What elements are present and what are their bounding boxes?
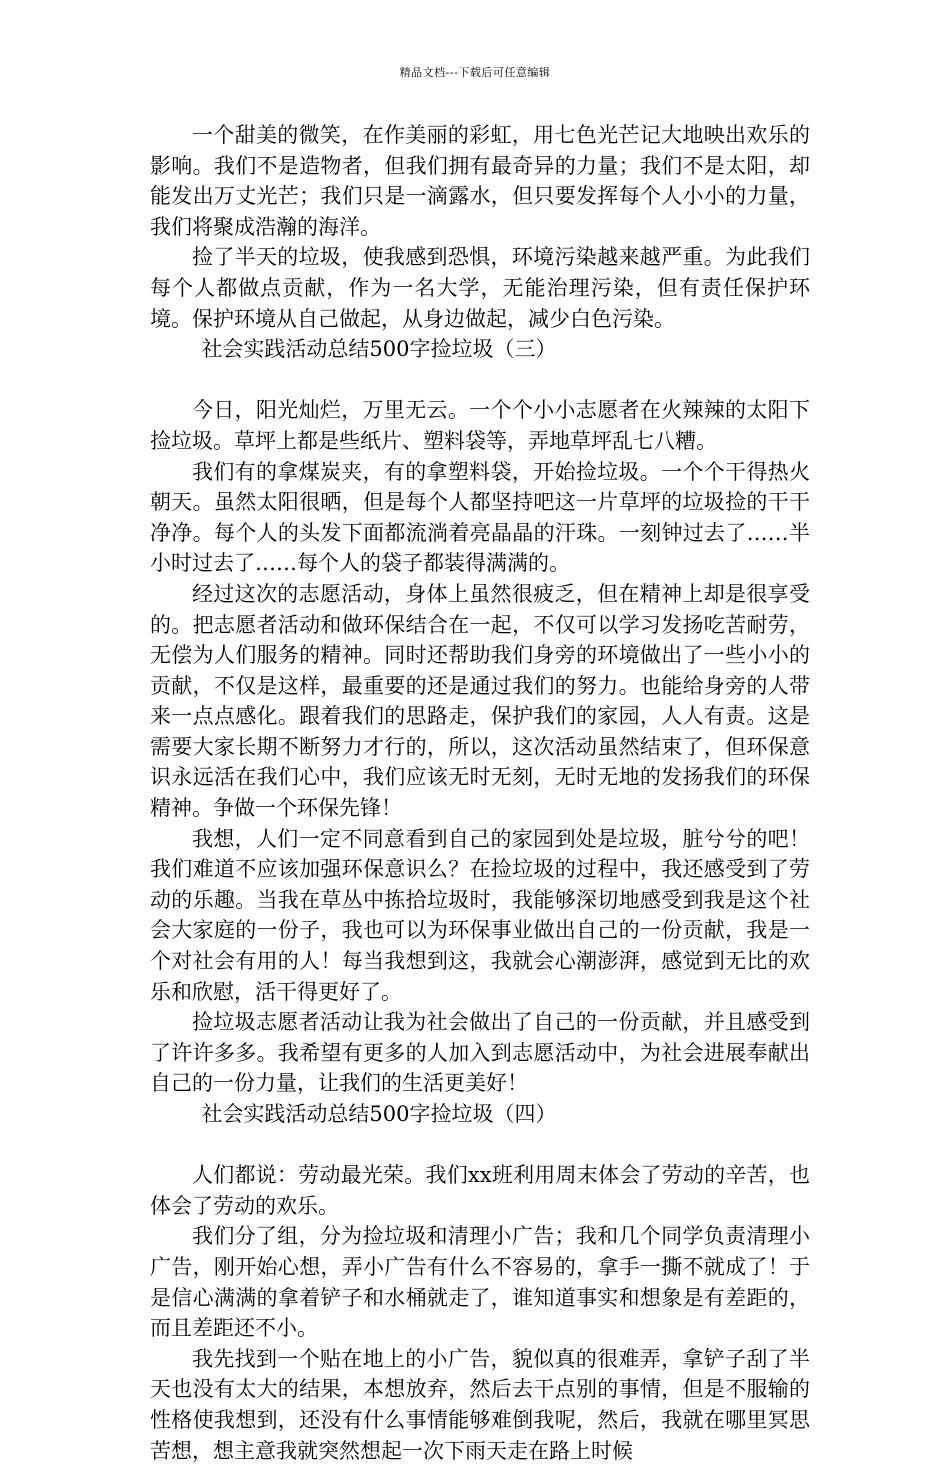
paragraph: 捡了半天的垃圾，使我感到恐惧，环境污染越来越严重。为此我们每个人都做点贡献，作为一名大学，无能治理污染，但有责任保护环境。保护环境从自己做起，从身边做起，减少白色污染。 xyxy=(150,245,810,331)
paragraph: 我先找到一个贴在地上的小广告，貌似真的很难弄，拿铲子刮了半天也没有太大的结果，本想放弃，然后去干点别的事情，但是不服输的性格使我想到，还没有什么事情能够难倒我呢，然后，我就在哪里冥思苦想，想主意我就突然想起一次下雨天走在路上时候 xyxy=(150,1346,810,1463)
paragraph: 我们分了组，分为捡垃圾和清理小广告；我和几个同学负责清理小广告，刚开始心想，弄小广告有什么不容易的，拿手一撕不就成了！于是信心满满的拿着铲子和水桶就走了，谁知道事实和想象是有差距的，而且差距还不小。 xyxy=(150,1224,810,1341)
section-heading-3: 社会实践活动总结500字捡垃圾（三） xyxy=(201,337,557,362)
blank-line xyxy=(150,1130,810,1161)
page-header: 精品文档---下载后可任意编辑 xyxy=(399,66,551,79)
paragraph: 人们都说：劳动最光荣。我们xx班利用周末体会了劳动的辛苦，也体会了劳动的欢乐。 xyxy=(150,1163,810,1218)
section-heading-4: 社会实践活动总结500字捡垃圾（四） xyxy=(201,1102,557,1126)
paragraph: 捡垃圾志愿者活动让我为社会做出了自己的一份贡献，并且感受到了许许多多。我希望有更多的人加入到志愿活动中，为社会进展奉献出自己的一份力量，让我们的生活更美好！ xyxy=(150,1010,810,1096)
paragraph: 我们有的拿煤炭夹，有的拿塑料袋，开始捡垃圾。一个个干得热火朝天。虽然太阳很晒，但是每个人都坚持吧这一片草坪的垃圾捡的干干净净。每个人的头发下面都流淌着亮晶晶的汗珠。一刻钟过去了……半小时过去了……每个人的袋子都装得满满的。 xyxy=(150,459,810,576)
paragraph: 今日，阳光灿烂，万里无云。一个个小小志愿者在火辣辣的太阳下捡垃圾。草坪上都是些纸片、塑料袋等，弄地草坪乱七八糟。 xyxy=(150,398,810,453)
paragraph: 经过这次的志愿活动，身体上虽然很疲乏，但在精神上却是很享受的。把志愿者活动和做环保结合在一起，不仅可以学习发扬吃苦耐劳，无偿为人们服务的精神。同时还帮助我们身旁的环境做出了一些小小的贡献，不仅是这样，最重要的还是通过我们的努力。也能给身旁的人带来一点点感化。跟着我们的思路走，保护我们的家园，人人有责。这是需要大家长期不断努力才行的，所以，这次活动虽然结束了，但环保意识永远活在我们心中，我们应该无时无刻，无时无地的发扬我们的环保精神。争做一个环保先锋！ xyxy=(150,581,810,821)
blank-line xyxy=(150,365,810,396)
document-body xyxy=(150,120,810,1466)
paragraph: 我想，人们一定不同意看到自己的家园到处是垃圾，脏兮兮的吧！我们难道不应该加强环保意识么？在捡垃圾的过程中，我还感受到了劳动的乐趣。当我在草丛中拣拾垃圾时，我能够深切地感受到我是这个社会大家庭的一份子，我也可以为环保事业做出自己的一份贡献，我是一个对社会有用的人！每当我想到这，我就会心潮澎湃，感觉到无比的欢乐和欣慰，活干得更好了。 xyxy=(150,826,810,1004)
paragraph: 一个甜美的微笑，在作美丽的彩虹，用七色光芒记大地映出欢乐的影响。我们不是造物者，但我们拥有最奇异的力量；我们不是太阳，却能发出万丈光芒；我们只是一滴露水，但只要发挥每个人小小的力量，我们将聚成浩瀚的海洋。 xyxy=(150,123,810,239)
